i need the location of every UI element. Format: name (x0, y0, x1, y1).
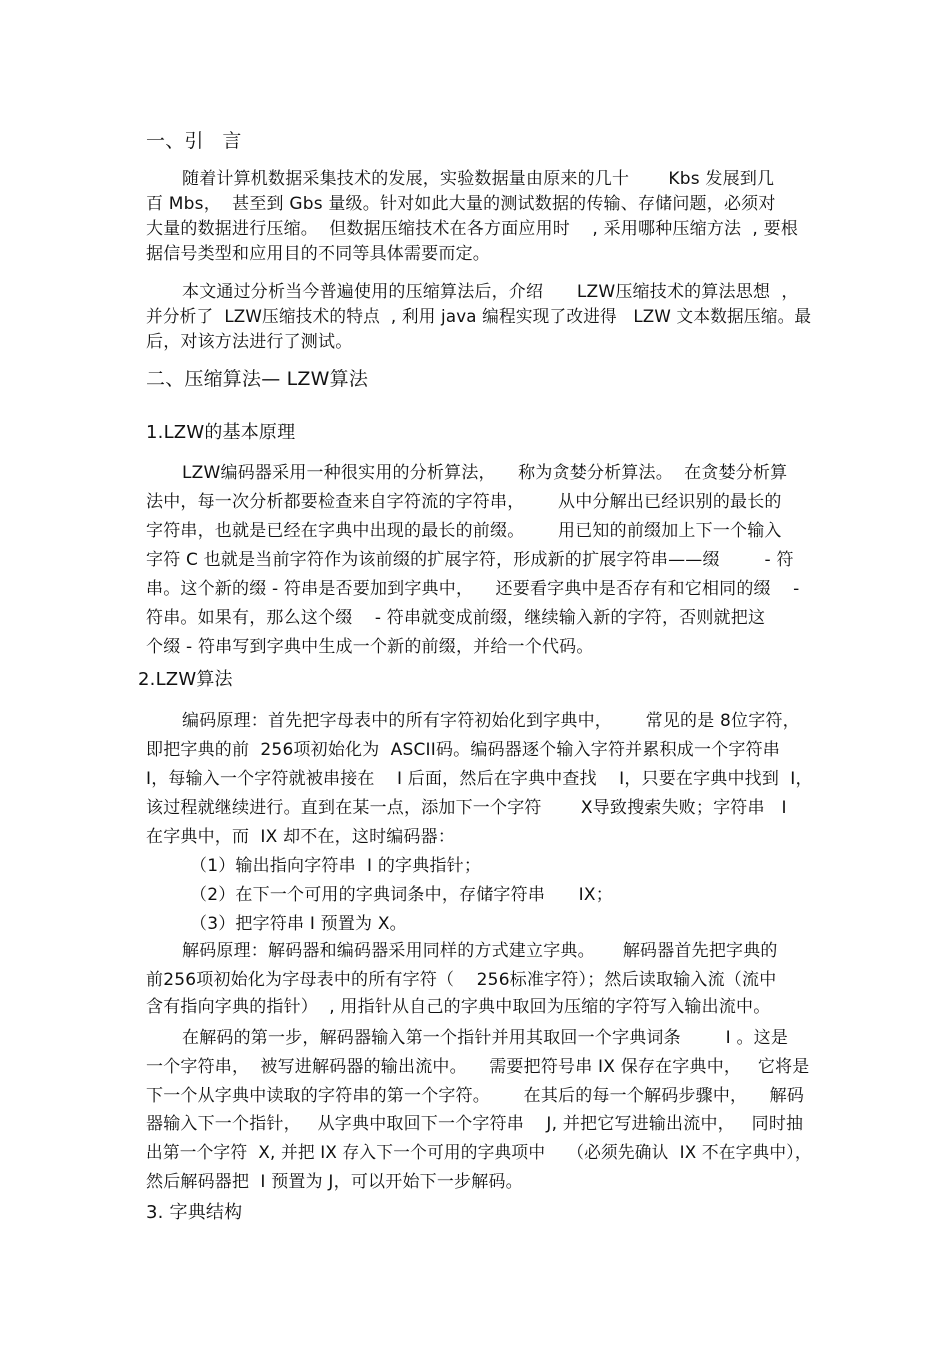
decode2-line6: 然后解码器把 I 预置为 J，可以开始下一步解码。 (146, 1172, 523, 1192)
encode-line3: I，每输入一个字符就被串接在 I 后面，然后在字典中查找 I，只要在字典中找到 I， (146, 769, 813, 789)
principle-line2: 法中，每一次分析都要检查来自字符流的字符串， 从中分解出已经识别的最长的 (146, 492, 782, 512)
intro-para2-line1: 本文通过分析当今普遍使用的压缩算法后，介绍 LZW压缩技术的算法思想 ， (182, 282, 799, 302)
principle-line6: 符串。如果有，那么这个缀 - 符串就变成前缀，继续输入新的字符，否则就把这 (146, 608, 766, 628)
encode-line4: 该过程就继续进行。直到在某一点，添加下一个字符 X导致搜索失败；字符串 I (146, 798, 787, 818)
intro-para1-line4: 据信号类型和应用目的不同等具体需要而定。 (146, 244, 490, 264)
decode2-line3: 下一个从字典中读取的字符串的第一个字符。 在其后的每一个解码步骤中， 解码 (146, 1086, 805, 1106)
intro-para1-line1: 随着计算机数据采集技术的发展，实验数据量由原来的几十 Kbs 发展到几 (182, 169, 775, 189)
encode-step2: （2）在下一个可用的字典词条中，存储字符串 IX； (190, 885, 613, 905)
principle-line3: 字符串，也就是已经在字典中出现的最长的前缀。 用已知的前缀加上下一个输入 (146, 521, 782, 541)
section-heading-introduction: 一、引 言 (146, 130, 242, 152)
encode-step1: （1）输出指向字符串 I 的字典指针； (190, 856, 482, 876)
intro-para1-line2: 百 Mbs， 甚至到 Gbs 量级。针对如此大量的测试数据的传输、存储问题，必须对 (146, 194, 776, 214)
subsection-heading-algorithm: 2.LZW算法 (138, 669, 233, 690)
decode2-line1: 在解码的第一步，解码器输入第一个指针并用其取回一个字典词条 I 。这是 (182, 1028, 789, 1048)
decode2-line5: 出第一个字符 X, 并把 IX 存入下一个可用的字典项中 （必须先确认 IX 不在字典中）， (146, 1143, 812, 1163)
decode-line2: 前256项初始化为字母表中的所有字符（ 256标准字符）；然后读取输入流（流中 (146, 970, 777, 990)
principle-line1: LZW编码器采用一种很实用的分析算法， 称为贪婪分析算法。 在贪婪分析算 (182, 463, 788, 483)
subsection-heading-dictionary: 3. 字典结构 (146, 1202, 243, 1223)
intro-para2-line3: 后，对该方法进行了测试。 (146, 332, 353, 352)
encode-line5: 在字典中，而 IX 却不在，这时编码器： (146, 827, 456, 847)
encode-line2: 即把字典的前 256项初始化为 ASCII码。编码器逐个输入字符并累积成一个字符串 (146, 740, 780, 760)
encode-step3: （3）把字符串 I 预置为 X。 (190, 914, 407, 934)
decode2-line4: 器输入下一个指针， 从字典中取回下一个字符串 J, 并把它写进输出流中， 同时抽 (146, 1114, 804, 1134)
encode-line1: 编码原理：首先把字母表中的所有字符初始化到字典中， 常见的是 8位字符， (182, 711, 800, 731)
principle-line4: 字符 C 也就是当前字符作为该前缀的扩展字符，形成新的扩展字符串——缀 - 符 (146, 550, 794, 570)
decode-line1: 解码原理：解码器和编码器采用同样的方式建立字典。 解码器首先把字典的 (182, 941, 778, 961)
principle-line5: 串。这个新的缀 - 符串是否要加到字典中， 还要看字典中是否存有和它相同的缀 - (146, 579, 800, 599)
principle-line7: 个缀 - 符串写到字典中生成一个新的前缀，并给一个代码。 (146, 637, 594, 657)
subsection-heading-principle: 1.LZW的基本原理 (146, 422, 296, 443)
intro-para2-line2: 并分析了 LZW压缩技术的特点 , 利用 java 编程实现了改进得 LZW 文本数据压缩。最 (146, 307, 812, 327)
section-heading-lzw: 二、压缩算法— LZW算法 (146, 368, 369, 390)
decode2-line2: 一个字符串， 被写进解码器的输出流中。 需要把符号串 IX 保存在字典中， 它将是 (146, 1057, 810, 1077)
decode-line3: 含有指向字典的指针） , 用指针从自己的字典中取回为压缩的字符写入输出流中。 (146, 997, 771, 1017)
intro-para1-line3: 大量的数据进行压缩。 但数据压缩技术在各方面应用时 , 采用哪种压缩方法 , 要根 (146, 219, 799, 239)
